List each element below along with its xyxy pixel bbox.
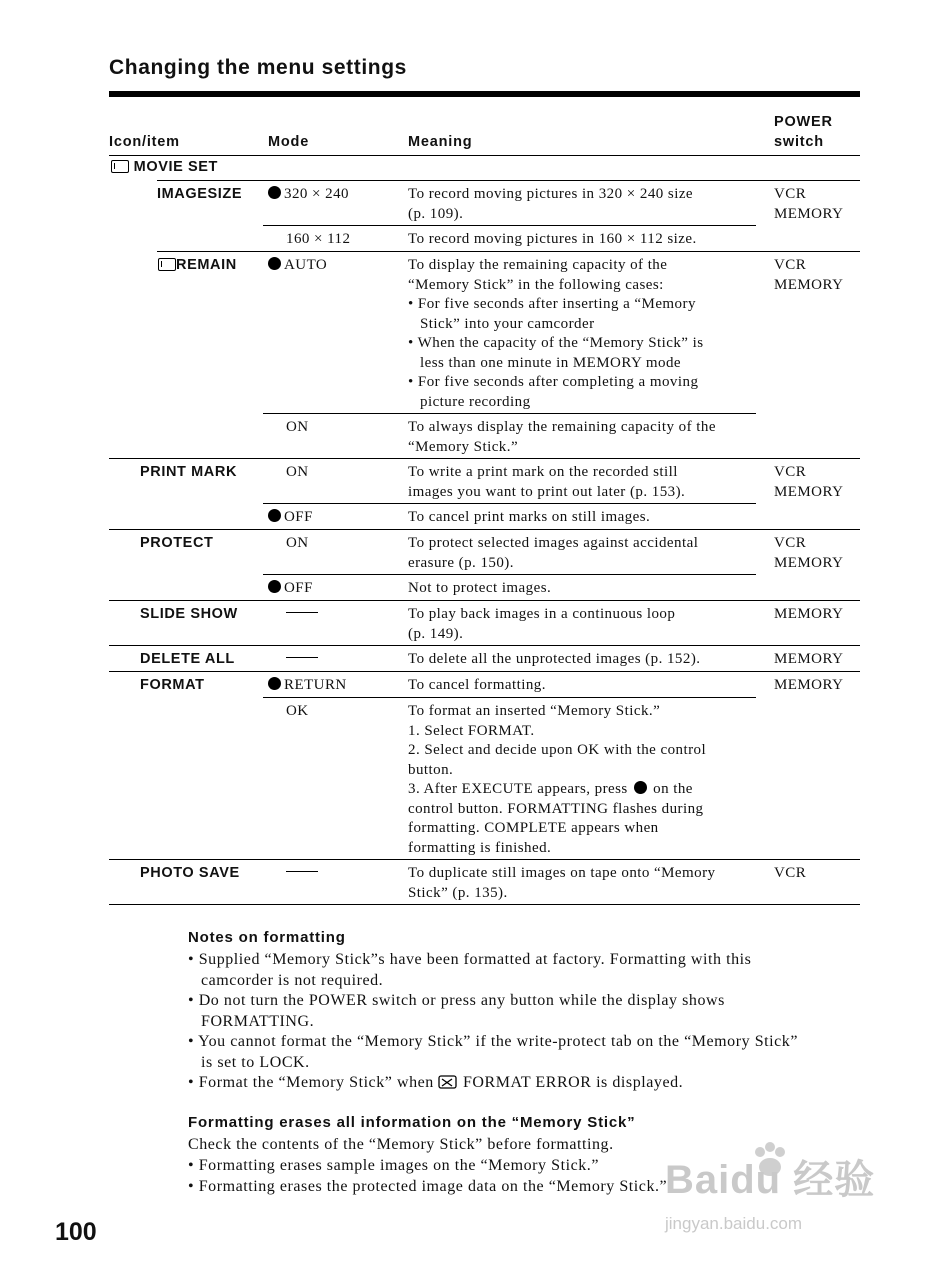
- note-bullet-2: • Do not turn the POWER switch or press any button while the display shows FORMATTING.: [188, 992, 725, 1030]
- sub-rule: [263, 503, 756, 504]
- sub-rule: [263, 697, 756, 698]
- row-rule: [157, 180, 860, 181]
- meaning-320x240: To record moving pictures in 320 × 240 size (p. 109).: [408, 186, 694, 222]
- meaning-on: To always display the remaining capacity of the “Memory Stick.”: [408, 419, 716, 455]
- mode-off: OFF: [268, 508, 313, 528]
- mode-off: OFF: [268, 579, 313, 599]
- power-protect: VCR MEMORY: [774, 535, 844, 571]
- mode-160x112: 160 × 112: [286, 231, 351, 247]
- meaning-protect-off: Not to protect images.: [408, 580, 552, 596]
- meaning-return: To cancel formatting.: [408, 677, 546, 693]
- header-meaning: Meaning: [408, 134, 473, 150]
- meaning-print-off: To cancel print marks on still images.: [408, 509, 651, 525]
- power-delete-all: MEMORY: [774, 651, 844, 667]
- header-power-line1: POWER: [774, 114, 833, 130]
- mode-320x240: 320 × 240: [268, 185, 349, 205]
- default-dot-icon: [268, 186, 281, 199]
- default-dot-icon: [268, 677, 281, 690]
- section-movie-set: [111, 158, 218, 178]
- item-protect: PROTECT: [140, 535, 214, 551]
- watermark-url: jingyan.baidu.com: [665, 1214, 803, 1233]
- dash-mark: [286, 657, 318, 658]
- power-imagesize: VCR MEMORY: [774, 186, 844, 222]
- row-rule: [157, 251, 860, 252]
- page-number: 100: [55, 1218, 97, 1246]
- power-print-mark: VCR MEMORY: [774, 464, 844, 500]
- memory-stick-icon: [111, 160, 129, 173]
- mode-on: ON: [286, 464, 309, 480]
- item-remain: REMAIN: [158, 256, 237, 276]
- meaning-delete-all: To delete all the unprotected images (p. 152).: [408, 651, 701, 667]
- power-format: MEMORY: [774, 677, 844, 693]
- note-bullet-1: • Supplied “Memory Stick”s have been formatted at factory. Formatting with this camcorder is not required.: [188, 951, 752, 989]
- row-rule: [109, 859, 860, 860]
- item-imagesize: IMAGESIZE: [157, 186, 243, 202]
- row-rule: [109, 645, 860, 646]
- sub-rule: [263, 574, 756, 575]
- note-bullet-4: • Format the “Memory Stick” when FORMAT ERROR is displayed.: [188, 1074, 684, 1091]
- memory-stick-icon: [158, 258, 176, 271]
- mode-none: [286, 650, 318, 670]
- erase-bullet-2: • Formatting erases the protected image data on the “Memory Stick.”: [188, 1178, 668, 1195]
- dash-mark: [286, 871, 318, 872]
- erase-intro: Check the contents of the “Memory Stick” before formatting.: [188, 1136, 614, 1153]
- power-remain: VCR MEMORY: [774, 257, 844, 293]
- mode-none: [286, 605, 318, 625]
- power-slide-show: MEMORY: [774, 606, 844, 622]
- section-label: MOVIE SET: [133, 159, 218, 175]
- title-rule: [109, 91, 860, 97]
- mode-ok: OK: [286, 703, 309, 719]
- mode-on: ON: [286, 419, 309, 435]
- meaning-ok: To format an inserted “Memory Stick.” 1. Select FORMAT. 2. Select and decide upon OK with the control button. 3. After EXECUTE appears, press on the control button. FORMATTING flashes during formatting. COMPLETE appears when formatting is finished.: [408, 703, 707, 856]
- meaning-protect-on: To protect selected images against accidental erasure (p. 150).: [408, 535, 699, 571]
- header-rule: [109, 155, 860, 156]
- default-dot-icon: [268, 257, 281, 270]
- item-format: FORMAT: [140, 677, 205, 693]
- header-icon-item: Icon/item: [109, 134, 180, 150]
- item-slide-show: SLIDE SHOW: [140, 606, 238, 622]
- header-mode: Mode: [268, 134, 310, 150]
- watermark: [640, 1140, 890, 1250]
- row-rule: [109, 529, 860, 530]
- item-print-mark: PRINT MARK: [140, 464, 238, 480]
- format-error-icon: [438, 1074, 458, 1090]
- dash-mark: [286, 612, 318, 613]
- row-rule: [109, 600, 860, 601]
- power-photo-save: VCR: [774, 865, 807, 881]
- header-power: [774, 112, 833, 152]
- table-bottom-rule: [109, 904, 860, 905]
- mode-auto: AUTO: [268, 256, 327, 276]
- page-title: Changing the menu settings: [109, 56, 407, 79]
- mode-on: ON: [286, 535, 309, 551]
- notes-heading: Notes on formatting: [188, 929, 346, 946]
- control-button-dot-icon: [634, 781, 647, 794]
- meaning-auto: To display the remaining capacity of the “Memory Stick” in the following cases: • For five seconds after inserting a “Memory Stick” into your camcorder • When the capacity of the “Memory Stick” is less than one minute in MEMORY mode • For five seconds after completing a moving picture recording: [408, 257, 704, 410]
- default-dot-icon: [268, 580, 281, 593]
- item-photo-save: PHOTO SAVE: [140, 865, 240, 881]
- meaning-print-on: To write a print mark on the recorded still images you want to print out later (p. 153).: [408, 464, 686, 500]
- meaning-photo-save: To duplicate still images on tape onto “Memory Stick” (p. 135).: [408, 865, 716, 901]
- row-rule: [109, 671, 860, 672]
- header-power-line2: switch: [774, 134, 824, 150]
- sub-rule: [263, 413, 756, 414]
- row-rule: [109, 458, 860, 459]
- erase-bullet-1: • Formatting erases sample images on the “Memory Stick.”: [188, 1157, 599, 1174]
- erase-heading: Formatting erases all information on the “Memory Stick”: [188, 1114, 636, 1131]
- mode-none: [286, 864, 318, 884]
- default-dot-icon: [268, 509, 281, 522]
- mode-return: RETURN: [268, 676, 347, 696]
- note-bullet-3: • You cannot format the “Memory Stick” if the write-protect tab on the “Memory Stick” is set to LOCK.: [188, 1033, 798, 1071]
- meaning-160x112: To record moving pictures in 160 × 112 size.: [408, 231, 697, 247]
- item-delete-all: DELETE ALL: [140, 651, 235, 667]
- sub-rule: [263, 225, 756, 226]
- meaning-slide-show: To play back images in a continuous loop (p. 149).: [408, 606, 676, 642]
- watermark-logo: Baidu 经验: [665, 1158, 876, 1202]
